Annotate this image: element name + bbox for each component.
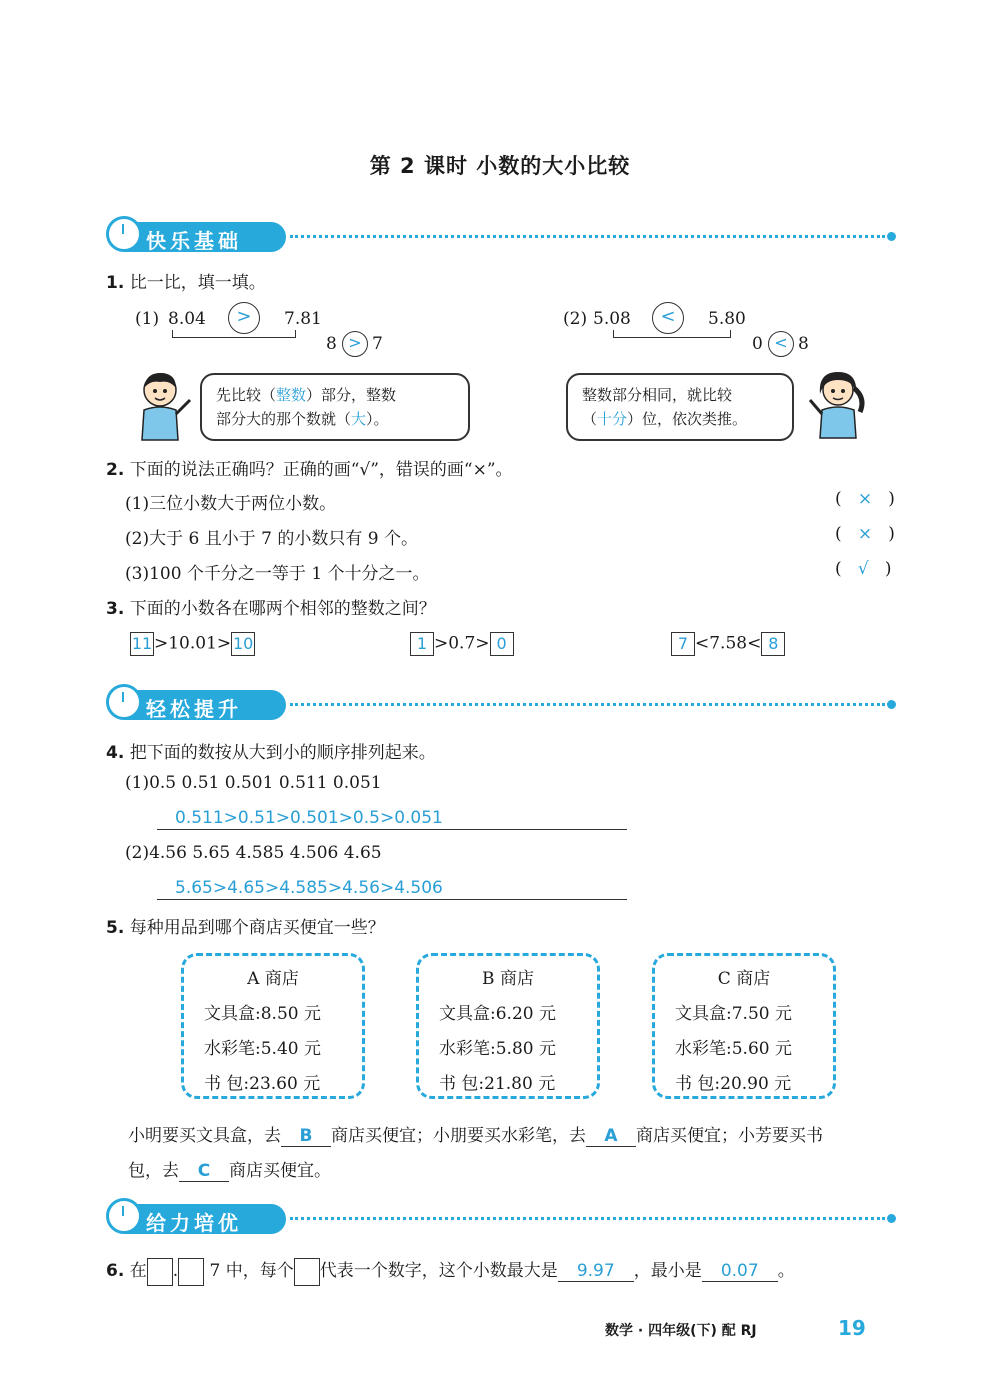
clock-icon [106, 684, 142, 720]
q3-group-2: 1 >0.7> 0 [410, 632, 514, 656]
blank-answer-1: B [281, 1126, 331, 1147]
end-dot-icon [887, 232, 896, 241]
q2-mark-2: ( × ) [835, 524, 895, 544]
shop-item: 书 包:21.80 元 [439, 1074, 556, 1094]
section-title: 轻松提升 [146, 697, 242, 721]
question-text: 每种用品到哪个商店买便宜一些？ [129, 918, 385, 938]
shop-item: 水彩笔:5.60 元 [675, 1039, 792, 1059]
dotted-line [290, 235, 885, 238]
q1-part1-tag: (1) [135, 309, 160, 329]
q1-part1-b: 7.81 [284, 309, 322, 329]
q1-part2-ia: 0 [752, 334, 763, 354]
q1-part1-ib: 7 [372, 334, 383, 354]
q1-part2-tag: (2) [563, 309, 588, 329]
answer-box: 10 [231, 632, 255, 656]
q2-mark-1: ( × ) [835, 489, 895, 509]
shop-item: 文具盒:8.50 元 [204, 1004, 321, 1024]
dotted-line [290, 703, 885, 706]
q2-mark-3: ( √ ) [835, 559, 892, 579]
answer-box: 8 [761, 632, 785, 656]
q1-part2-ib: 8 [798, 334, 809, 354]
q2-item-1: (1)三位小数大于两位小数。 [125, 494, 337, 514]
min-answer: 0.07 [702, 1261, 778, 1282]
end-dot-icon [887, 700, 896, 709]
shop-card-c [652, 953, 836, 1099]
blank-box [147, 1258, 173, 1286]
shop-name: B 商店 [482, 969, 534, 989]
shop-card-a [181, 953, 365, 1099]
blank-box [294, 1258, 320, 1286]
question-text: 下面的小数各在哪两个相邻的整数之间？ [129, 599, 436, 619]
q1-part2-b: 5.80 [708, 309, 746, 329]
answer-line [157, 829, 627, 830]
blank-answer-3: C [179, 1161, 229, 1182]
answer-line [157, 899, 627, 900]
q1-part2-op: < [652, 302, 684, 334]
question-6: 6. 在 . 7 中，每个 代表一个数字，这个小数最大是 9.97 ，最小是 0.07 。 [106, 1256, 795, 1286]
question-1: 1. 比一比，填一填。 [106, 273, 266, 293]
answer-box: 11 [130, 632, 154, 656]
q3-group-3: 7 <7.58< 8 [671, 632, 785, 656]
shop-item: 水彩笔:5.40 元 [204, 1039, 321, 1059]
shop-item: 水彩笔:5.80 元 [439, 1039, 556, 1059]
end-dot-icon [887, 1214, 896, 1223]
section-title: 快乐基础 [146, 229, 242, 253]
tip-bubble-2: 整数部分相同，就比较 （十分）位，依次类推。 [566, 373, 794, 441]
tip2-answer: 十分 [597, 410, 628, 428]
girl-illustration [806, 368, 868, 440]
clock-icon [106, 216, 142, 252]
shop-name: C 商店 [717, 969, 771, 989]
answer-box: 1 [410, 632, 434, 656]
q4-part2-answer: 5.65>4.65>4.585>4.56>4.506 [175, 878, 443, 898]
page-number: 19 [838, 1316, 866, 1340]
q4-part1-answer: 0.511>0.51>0.501>0.5>0.051 [175, 808, 443, 828]
page-title: 第 2 课时 小数的大小比较 [369, 154, 631, 178]
clock-icon [106, 1198, 142, 1234]
q1-part1-a: 8.04 [168, 309, 206, 329]
blank-box [178, 1258, 204, 1286]
section-banner-advance [106, 688, 896, 722]
question-5: 5. 每种用品到哪个商店买便宜一些？ [106, 918, 385, 938]
q1-part1-op: > [228, 302, 260, 334]
q4-part1-numbers: (1)0.5 0.51 0.501 0.511 0.051 [125, 773, 382, 793]
q1-part1-iop: > [342, 331, 368, 357]
footer-text: 数学 · 四年级(下) 配 RJ [605, 1323, 757, 1339]
q5-answer-line-2: 包，去 C 商店买便宜。 [128, 1161, 331, 1181]
q4-part2-numbers: (2)4.56 5.65 4.585 4.506 4.65 [125, 843, 382, 863]
question-text: 比一比，填一填。 [129, 273, 266, 293]
tip1-answer-1: 整数 [276, 386, 307, 404]
answer-box: 7 [671, 632, 695, 656]
q2-item-3: (3)100 个千分之一等于 1 个十分之一。 [125, 564, 430, 584]
bracket-line [172, 330, 296, 338]
shop-name: A 商店 [247, 969, 299, 989]
q1-part1-ia: 8 [326, 334, 337, 354]
shop-item: 书 包:20.90 元 [675, 1074, 792, 1094]
shop-item: 书 包:23.60 元 [204, 1074, 321, 1094]
q1-part2-a: 5.08 [593, 309, 631, 329]
shop-item: 文具盒:6.20 元 [439, 1004, 556, 1024]
shop-card-b [416, 953, 600, 1099]
blank-answer-2: A [586, 1126, 636, 1147]
q3-group-1: 11 >10.01> 10 [130, 632, 255, 656]
tip1-answer-2: 大 [351, 410, 367, 428]
answer-box: 0 [490, 632, 514, 656]
question-2: 2. 下面的说法正确吗？正确的画“√”，错误的画“×”。 [106, 460, 513, 480]
section-banner-basic [106, 220, 896, 254]
q2-item-2: (2)大于 6 且小于 7 的小数只有 9 个。 [125, 529, 418, 549]
question-text: 把下面的数按从大到小的顺序排列起来。 [129, 743, 436, 763]
max-answer: 9.97 [558, 1261, 634, 1282]
bracket-line [613, 330, 731, 338]
boy-illustration [132, 370, 194, 442]
question-3: 3. 下面的小数各在哪两个相邻的整数之间？ [106, 599, 436, 619]
section-title: 给力培优 [146, 1211, 242, 1235]
shop-item: 文具盒:7.50 元 [675, 1004, 792, 1024]
dotted-line [290, 1217, 885, 1220]
tip-bubble-1: 先比较（整数）部分，整数 部分大的那个数就（大）。 [200, 373, 470, 441]
question-text: 下面的说法正确吗？正确的画“√”，错误的画“×”。 [129, 460, 513, 480]
q5-answer-line-1: 小明要买文具盒，去 B 商店买便宜；小朋要买水彩笔，去 A 商店买便宜；小芳要买书 [128, 1126, 823, 1146]
question-4: 4. 把下面的数按从大到小的顺序排列起来。 [106, 743, 436, 763]
q1-part2-iop: < [768, 331, 794, 357]
section-banner-excel [106, 1202, 896, 1236]
